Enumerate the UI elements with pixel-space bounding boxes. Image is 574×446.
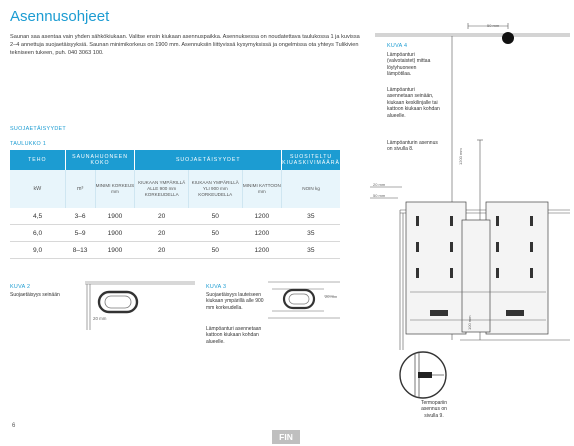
cell: 1200 [242, 225, 282, 242]
cell: 6,0 [10, 225, 65, 242]
kuva3-dim: 20 mm [325, 294, 338, 299]
table-row [10, 225, 340, 242]
kuva4-title: KUVA 4 [387, 43, 408, 49]
table-caption: TAULUKKO 1 [10, 141, 47, 147]
cell: 1900 [95, 242, 135, 259]
cell: 35 [282, 208, 340, 225]
page-number: 6 [12, 423, 16, 429]
subheader-above-900: KIUKAAN YMPÄRILLÄ YLI 900 mm KORKEUDELLA [188, 170, 242, 208]
cell: 3–6 [65, 208, 95, 225]
cell: 50 [188, 242, 242, 259]
sensor-detail-magnifier [398, 350, 448, 400]
kuva2-title: KUVA 2 [10, 284, 31, 290]
subheader-below-900: KIUKAAN YMPÄRILLÄ ALLE 900 mm KORKEUDELLA [135, 170, 189, 208]
header-clearances: SUOJAETÄISYYDET [135, 150, 282, 170]
kuva4-text-1: Lämpöanturi (valvotaistet) mittaa löylyhuoneen lämpötilaa. [387, 52, 431, 78]
cell: 20 [135, 225, 189, 242]
kuva4-dim-vertical: 1200 mm [458, 148, 463, 165]
cell: 1200 [242, 208, 282, 225]
subheader-kw: kW [10, 170, 65, 208]
cell: 50 [188, 225, 242, 242]
kuva2-dim: 20 mm [93, 316, 107, 321]
cell: 20 [135, 242, 189, 259]
cell: 9,0 [10, 242, 65, 259]
table-row [10, 242, 340, 259]
kuva4-text-2: Lämpöanturi asennetaan seinään, kiukaan keskilinjalle tai kattoon kiukaan kohdan alueelle. [387, 87, 440, 119]
kuva4-dim-left2: 50 mm [373, 193, 386, 198]
termo-caption: Termopariin asennus on sivulla 9. [420, 400, 448, 419]
subheader-min-height: MINIMI KORKEUS mm [95, 170, 135, 208]
table-row [10, 208, 340, 225]
header-power: TEHO [10, 150, 65, 170]
kuva4-dim-top: 50 mm [487, 23, 500, 28]
kuva2-caption: Suojaetäisyys seinään [10, 292, 60, 298]
page-title: Asennusohjeet [10, 8, 110, 25]
header-room-size: SAUNAHUONEEN KOKO [65, 150, 135, 170]
kuva4-text-3: Lämpöanturin asennus on sivulla 8. [387, 140, 438, 153]
cell: 1200 [242, 242, 282, 259]
intro-paragraph: Saunan saa asentaa vain yhden sähkökiukaan. Valitse ensin kiukaan asennuspaikka. Asennuksessa on noudatettava taulukossa 1 ja kuvissa 2–4 annettuja suojaetäisyyksiä. Saunan minimikorkeus on 1900 mm. Asennuksiin liittyvissä kysymyksissä ja ongelmissa ota yhteys Tulikivien tekniseen tukeen, puh. 040 3063 100. [10, 34, 360, 56]
subheader-m3: m³ [65, 170, 95, 208]
kuva3-note: Lämpöanturi asennetaan kattoon kiukaan kohdan alueelle. [206, 326, 262, 345]
kuva4-dim-left1: 20 mm [373, 182, 386, 187]
cell: 4,5 [10, 208, 65, 225]
cell: 50 [188, 208, 242, 225]
subheader-kg: NOIN kg [282, 170, 340, 208]
cell: 20 [135, 208, 189, 225]
cell: 1900 [95, 208, 135, 225]
clearance-table [10, 150, 340, 259]
subheader-min-ceiling: MINIMI KATTOON mm [242, 170, 282, 208]
cell: 1900 [95, 225, 135, 242]
cell: 35 [282, 242, 340, 259]
kuva3-title: KUVA 3 [206, 284, 227, 290]
cell: 35 [282, 225, 340, 242]
kuva2-diagram [85, 280, 195, 330]
kuva3-caption: Suojaetäisyys lauteiseen kiukaan ympärillä alle 900 mm korkeudella. [206, 292, 264, 311]
kuva4-dim-bottom: 100 mm [467, 315, 472, 330]
cell: 8–13 [65, 242, 95, 259]
cell: 5–9 [65, 225, 95, 242]
header-stones: SUOSITELTU KIUASKIVIMÄÄRÄ [282, 150, 340, 170]
language-tab: FIN [272, 430, 300, 444]
section-heading: SUOJAETÄISYYDET [10, 126, 67, 132]
